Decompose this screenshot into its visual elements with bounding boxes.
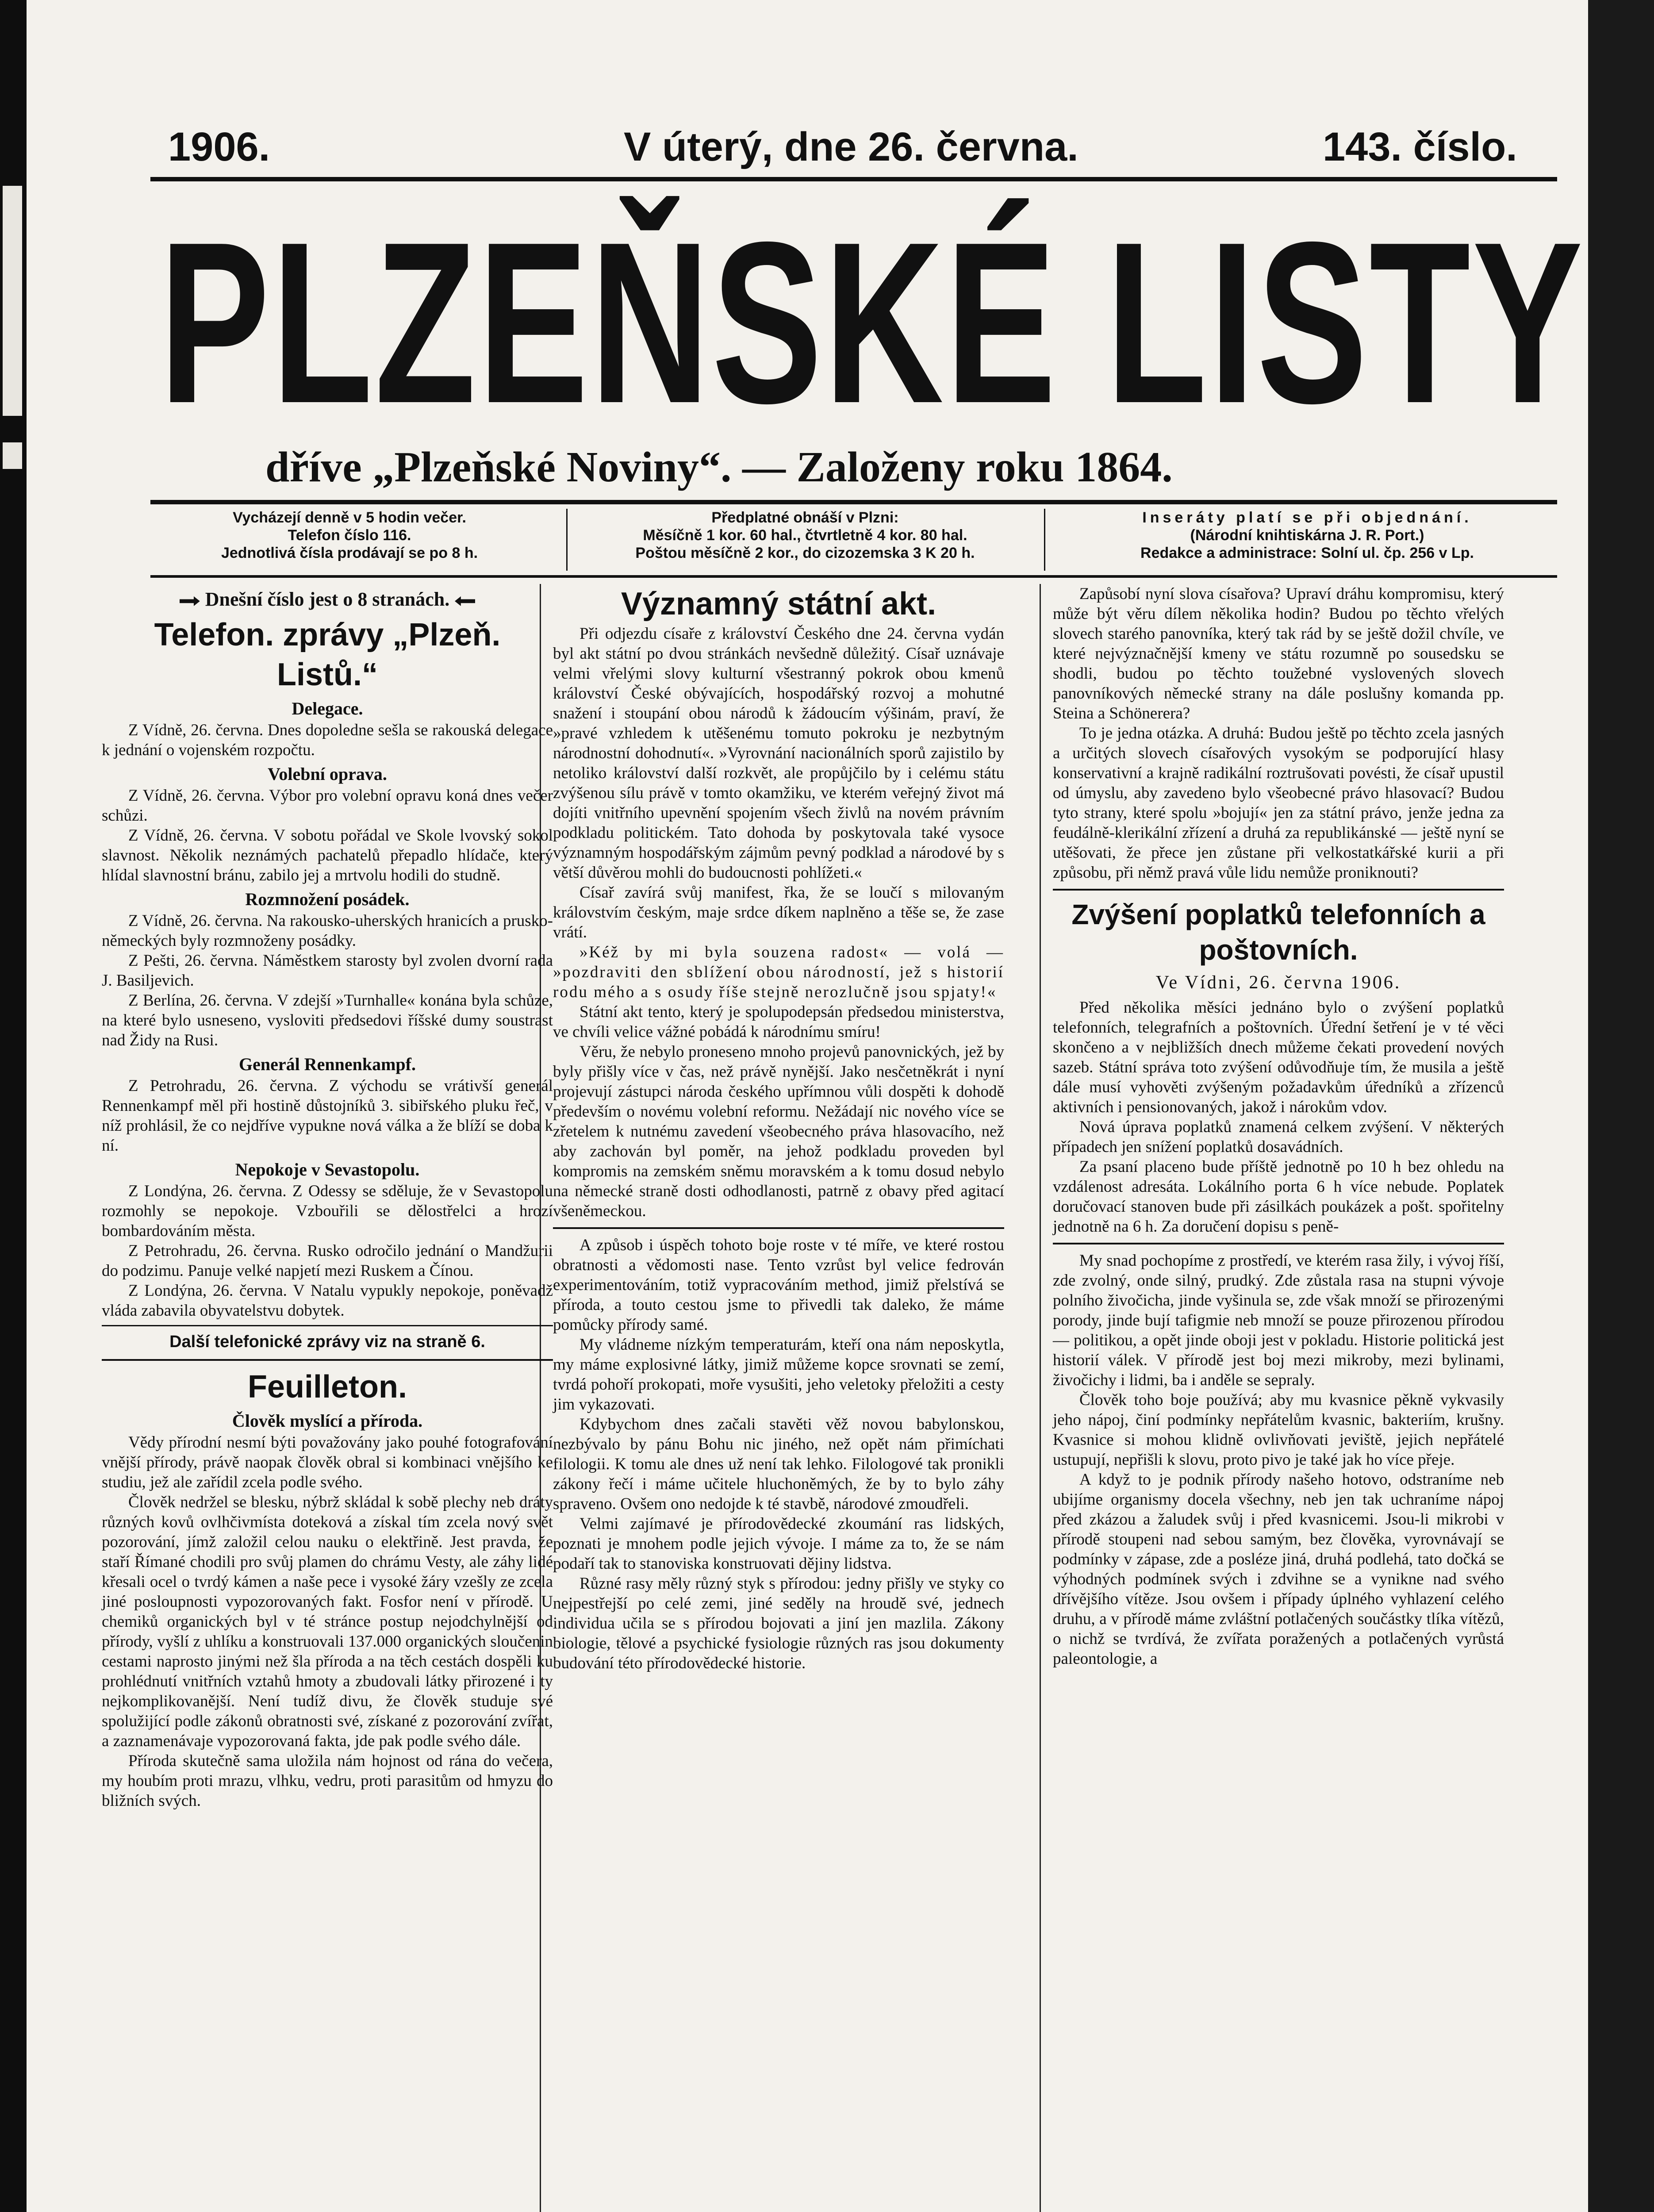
divider <box>102 1359 553 1361</box>
feuilleton-paragraph: A způsob i úspěch tohoto boje roste v té míře, ve které rostou obratnosti a vědomosti nase. Tento vzrůst byl velice fedrován experimentováním, totiž vypracováním method, jimiž přelstívá se příroda, a touto cestou jsme to přivedli tak daleko, že máme pomůcky přírody samé. <box>553 1236 1004 1334</box>
feuilleton-paragraph: Velmi zajímavé je přírodovědecké zkoumání ras lidských, poznati je mnohem podle jejich vývoje. I máme za to, že se nám podaří tak to stanoviska konstruovati dějiny lidstva. <box>553 1515 1004 1573</box>
info-right: Inseráty platí se při objednání. (Národní knihtiskárna J. R. Port.) Redakce a administrace: Solní ul. čp. 256 v Lp. <box>1140 509 1474 561</box>
news-item: Z Londýna, 26. června. V Natalu vypukly nepokoje, poněvadž vláda zabavila obyvatelstvu dobytek. <box>102 1282 553 1320</box>
article-paragraph: »Kéž by mi byla souzena radost« — volá — »pozdraviti den sblížení obou národností, jež s historií rodu mého a s osudy říše stejně nerozlučně jsou spjaty!« <box>553 943 1004 1001</box>
column-3 <box>1053 584 1504 1669</box>
article-title: Významný státní akt. <box>621 586 936 622</box>
feuilleton-paragraph: Člověk toho boje používá; aby mu kvasnice pěkně vykvasily jeho nápoj, činí podmínky nepřátelům kvasnic, bakteriím, krušny. Kvasnice si mohou klidně ovlivňovati jeviště, jejich nepřátelé ustupují, nepřišli k slovu, proto pivo je také jak ho více přeje. <box>1053 1391 1504 1469</box>
header-rule <box>150 500 1557 504</box>
top-rule <box>150 177 1557 181</box>
news-item: Z Berlína, 26. června. V zdejší »Turnhalle« konána byla schůze, na které bylo usneseno, vysloviti předsedovi říšské dumy soustrast nad Židy na Rusi. <box>102 991 553 1049</box>
news-item: Rozmnožení posádek. Z Vídně, 26. června. Na rakousko-uherských hranicích a prusko-německých byly rozmnoženy posádky. <box>102 889 553 950</box>
date-bar <box>35 124 1557 177</box>
feuilleton-title: Feuilleton. <box>248 1369 407 1405</box>
feuilleton-paragraph: Kdybychom dnes začali stavěti věž novou babylonskou, nezbývalo by pánu Bohu nic jiného, než opět nám přimíchati filologii. K tomu ale dnes už není tak lehko. Filologové tak pronikli zákony řečí i máme učitele hluchoněmých, že by to bylo záhy spraveno. Ovšem ono nedojde k té stavbě, národové zmoudřeli. <box>553 1415 1004 1513</box>
feuilleton-paragraph: A když to je podnik přírody našeho hotovo, odstraníme neb ubijíme organismy docela všechny, neb jen tak uchraníme nápoj před zkázou a žaludek svůj i před kvasnicemi. Jsou-li mikrobi v přírodě stoupeni nad sebou samým, bez člověka, vyrovnávají se podmínky v zápase, zde a posléze jiná, druhá podlehá, tato dočká se výhodných podmínek svých i zdvihne se a vynikne nad svého dřívějšího vítěze. Jsou ovšem i případy úplného vyhlazení celého druhu, a v přírodě máme zvláštní potlačených součástky tlíka vítězů, o nichž se tvrdívá, že zvířata poražených a potlačených vyrůstá paleontologie, a <box>1053 1471 1504 1668</box>
news-item: Generál Rennenkampf. Z Petrohradu, 26. června. Z východu se vrátivší generál Rennenkampf měl při hostině důstojníků 3. sibiřského pluku řeč, v níž prohlásil, že co nejdříve vypukne nová válka a že blíží se doba k ní. <box>102 1054 553 1155</box>
pointing-hand-icon <box>180 596 200 606</box>
info-rule <box>150 575 1557 578</box>
pages-notice: Dnešní číslo jest o 8 stranách. <box>102 584 553 615</box>
telefon-title: Telefon. zprávy „Plzeň. Listů.“ <box>154 617 501 692</box>
feuilleton-paragraph: Příroda skutečně sama uložila nám hojnost od rána do večera, my houbím proti mrazu, vlhku, vedru, proti parasitům od hmyzu do bližních svých. <box>102 1752 553 1810</box>
article-paragraph: Věru, že nebylo proneseno mnoho projevů panovnických, jež by byly přišly více v čas, než právě nynější. Jako nesčetněkrát i nyní projevují zástupci národa českého upřímnou vůli dospěti k dohodě především o novému volební reformu. Nežádají nic nového více se zřetelem k nutnému zavedení všeobecného práva hlasovacího, než aby zachován byl poměr, na jehož podkladu proveden byl kompromis na zemském sněmu moravském a k tomu dosud nebylo na německé straně dosti odhodlanosti, patrně z obavy před agitací všeněmeckou. <box>553 1043 1004 1220</box>
divider <box>1053 1243 1504 1244</box>
binding-tab <box>3 442 22 469</box>
binding-tab <box>3 186 22 416</box>
article-paragraph: Státní akt tento, který je spolupodepsán předsedou ministerstva, ve chvíli velice vážné pobádá k národnímu smíru! <box>553 1003 1004 1041</box>
year: 1906. <box>168 124 270 169</box>
dateline: Ve Vídni, 26. června 1906. <box>1155 972 1401 993</box>
feuilleton-paragraph: Různé rasy měly různý styk s přírodou: jedny přišly ve styky co nejpestřejší po celé zemi, jiné seděly na hroudě své, jednech individua učila se s přírodou bojovati a jiní jen mazlila. Zákony biologie, tělové a psychické fysiologie různých ras jsou dokumenty budování této přírodovědecké historie. <box>553 1575 1004 1672</box>
newspaper-page <box>27 0 1588 2212</box>
feuilleton-subtitle: Člověk myslící a příroda. <box>232 1411 423 1431</box>
feuilleton-paragraph: My snad pochopíme z prostředí, ve kterém rasa žily, i vývoj říší, zde zvolný, onde silný, prudký. Zde zůstala rasa na stupni vývoje polního živočicha, jinde vyšinula se, zde však množí se přirozenými porody, jinde bují tafigmie neb množí se pouze přirozenou přírodou — politikou, a opět jinde oboji jest v pokladu. Historie politická jest historií válek. V přírodě jest boj mezi mikroby, mezi bylinami, živočichy i lidmi, ba i anděle se sepraly. <box>1053 1252 1504 1389</box>
article-paragraph: Zapůsobí nyní slova císařova? Upraví dráhu kompromisu, který může být věru dílem několika hodin? Budou po těchto vřelých slovech starého panovníka, který tak rád by se ještě dožil chvíle, ve které nejvýznačnější kmeny ve státu rozumně po sousedsku se shodli, budou po těchto toužebné vyslovených slovech panovníkových německé strany na dále poslušny komanda pp. Steina a Schönerera? <box>1053 585 1504 722</box>
column-2 <box>553 584 1004 1673</box>
news-item: Delegace. Z Vídně, 26. června. Dnes dopoledne sešla se rakouská delegace k jednání o vojenském rozpočtu. <box>102 699 553 759</box>
news-item: Z Pešti, 26. června. Náměstkem starosty byl zvolen dvorní rada J. Basiljevich. <box>102 952 553 990</box>
article-paragraph: Před několika měsíci jednáno bylo o zvýšení poplatků telefonních, telegrafních a poštovních. Úřední šetření je v té věci skončeno a v nejbližších dnech můžeme čekati provedení nových sazeb. Státní správa toto zvýšení odůvodňuje tím, že musila a ještě dále musí vyhověti zvýšeným požadavkům úředníků a zřízenců aktivních i pensionovaných, jakož i nárokům vdov. <box>1053 998 1504 1116</box>
article-paragraph: Při odjezdu císaře z království Českého dne 24. června vydán byl akt státní po dvou stránkách nevšedně důležitý. Císař uznávaje velmi vřelými slovy kulturní všestranný pokrok obou kmenů království České obývajících, hospodářský rozvoj a mohutné snažení i stoupání obou národů k žádoucím výšinám, praví, že »pravé vzhledem k utěšenému tomuto pokroku je nezbytným národnostní dohodnutí«. »Vyrovnání nacionálních sporů zajistilo by netoliko království další rozkvět, ale propůjčilo by i celému státu zvýšenou sílu právě v tomto okamžiku, ve kterém veřejný život má dojíti vnitřního upevnění spojením všech živlů na novém právním podkladu politickém. Tato dohoda by poskytovala také vysoce významným hospodářským zájmům pevný podklad a národové by s větší důvěrou mohli do budoucnosti pohlížeti.« <box>553 625 1004 882</box>
masthead-subtitle: dříve „Plzeňské Noviny“. — Založeny roku 1864. <box>265 443 1173 491</box>
info-divider <box>566 509 568 571</box>
info-left: Vycházejí denně v 5 hodin večer. Telefon číslo 116. Jednotlivá čísla prodávají se po 8 h. <box>221 509 478 561</box>
feuilleton-paragraph: Člověk nedržel se blesku, nýbrž skládal k sobě plechy neb dráty různých kovů ovlhčivmísta doteková a získal tím zcela nový svět pozorování, jímž založil celou nauku o elektřině. Jest pravda, že staří Římané chodili pro svůj plamen do chrámu Vesty, ale záhy lidé křesali ocel o tvrdý kámen a naše pece i vysoké žáry vzešly ze zcela jiné posloupnosti vypozorovaných fakt. Fosfor není v přírodě. U chemiků organických byl v té stránce postup nejodchylnější od přírody, vyšlí z uhlíku a konstruovali 137.000 organických sloučenin cestami naprosto jinými než šla příroda a na těch cestách dospěli ku prohlédnutí vnitřních vztahů hmoty a zbudovali látky přirozené i ty nejkomplikovanější. Není tudíž divu, že člověk studuje své spolužijící podle zákonů obratnosti své, získané z pozorování zvířat, a zaznamenávaje vypozorovaná fakta, jde pak podle svého dále. <box>102 1493 553 1750</box>
news-item: Nepokoje v Sevastopolu. Z Londýna, 26. června. Z Odessy se sděluje, že v Sevastopolu rozmohly se nepokoje. Vzbouřili se dělostřelci a hrozí bombardováním města. <box>102 1160 553 1240</box>
news-item: Z Petrohradu, 26. června. Rusko odročilo jednání o Mandžurii do podzimu. Panuje velké napjetí mezi Ruskem a Čínou. <box>102 1242 553 1280</box>
article-paragraph: Za psaní placeno bude příště jednotně po 10 h bez ohledu na vzdálenost adresáta. Lokálního porta 6 h více nebude. Poplatek doručovací stanoven bude při zásilkách poukázek a pošt. spořitelny jednotně na 6 h. Za doručení dopisu s peně- <box>1053 1158 1504 1236</box>
article-paragraph: To je jedna otázka. A druhá: Budou ještě po těchto zcela jasných a určitých slovech císařových vysokým se podporující hlasy konservativní a krajně radikální roztrušovati povésti, že císař upustil od úmyslu, aby zavedeno bylo všeobecné právo hlasovací? Budou tyto strany, které spolu »bojují« jen za státní právo, jenže jedna za feudálně-klerikální zřízení a druhá za republikánské — ještě nyní se utěšovati, že přece jen zůstane při velkostatkářské kurii a při způsobu, při němž pravá vůle lidu nemůže proniknouti? <box>1053 724 1504 882</box>
issue-date: V úterý, dne 26. června. <box>624 124 1078 169</box>
more-news-note: Další telefonické zprávy viz na straně 6. <box>169 1333 485 1351</box>
divider <box>102 1325 553 1326</box>
feuilleton-paragraph: My vládneme nízkým temperaturám, kteří ona nám neposkytla, my máme explosivné látky, jimiž můžeme kopce srovnati se zemí, tvrdá pohoří prokopati, moře vysušiti, jeho veletoky přeložiti a cesty jim vykazovati. <box>553 1336 1004 1413</box>
article-paragraph: Nová úprava poplatků znamená celkem zvýšení. V některých případech jen snížení poplatků dosavádních. <box>1053 1118 1504 1156</box>
masthead-title: PLZEŇSKÉ LISTY <box>159 194 1585 451</box>
divider <box>1053 889 1504 891</box>
info-divider <box>1044 509 1045 571</box>
scan-edge <box>0 0 27 2212</box>
news-item: Volební oprava. Z Vídně, 26. června. Výbor pro volební opravu koná dnes večer schůzi. <box>102 764 553 825</box>
pointing-hand-icon <box>455 596 475 606</box>
news-item: Z Vídně, 26. června. V sobotu pořádal ve Skole lvovský sokol slavnost. Několik neznámých pachatelů přepadlo hlídače, který hlídal slavnostní bránu, zabilo jej a mrtvolu hodili do studně. <box>102 826 553 884</box>
column-divider <box>1040 584 1041 2212</box>
divider <box>553 1227 1004 1229</box>
article-title: Zvýšení poplatků telefonních a poštovních. <box>1071 899 1485 966</box>
column-1 <box>102 584 553 1811</box>
article-paragraph: Císař zavírá svůj manifest, řka, že se loučí s milovaným královstvím českým, maje srdce díkem naplněno a těše se, že zase vrátí. <box>553 883 1004 941</box>
issue-number: 143. číslo. <box>1323 124 1517 169</box>
feuilleton-paragraph: Vědy přírodní nesmí býti považovány jako pouhé fotografování vnější přírody, právě naopak člověk obral si kombinaci vnějšího ke studiu, jež ale zařídil zcela podle svého. <box>102 1433 553 1491</box>
info-middle: Předplatné obnáší v Plzni: Měsíčně 1 kor. 60 hal., čtvrtletně 4 kor. 80 hal. Poštou měsíčně 2 kor., do cizozemska 3 K 20 h. <box>635 509 975 561</box>
